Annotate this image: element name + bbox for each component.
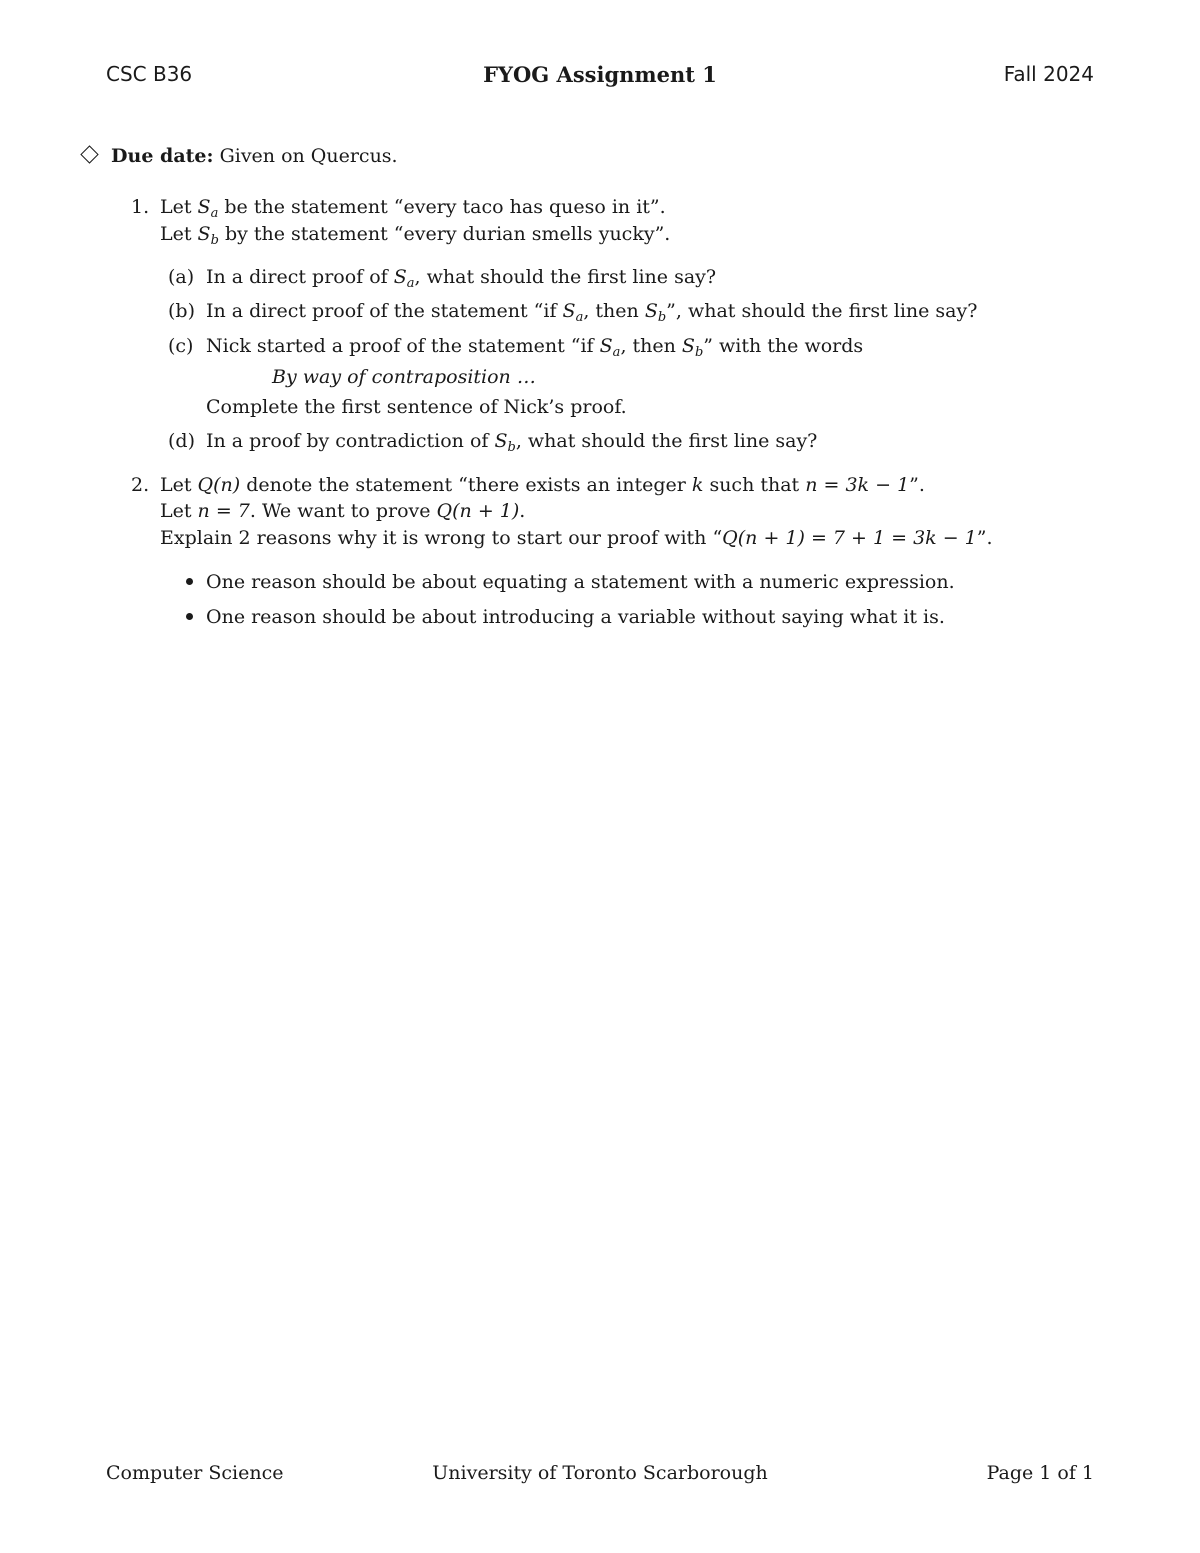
q1b-t2: , then xyxy=(583,300,645,322)
q1d-t1: In a proof by contradiction of xyxy=(206,430,495,452)
q1c-t2: , then xyxy=(620,335,682,357)
bullet-icon xyxy=(186,604,193,630)
q1-line-2 xyxy=(160,221,670,247)
q1d-text xyxy=(206,428,817,454)
q1a-t1: In a direct proof of xyxy=(206,266,394,288)
university: University of Toronto Scarborough xyxy=(432,1462,768,1484)
q2-line-1 xyxy=(160,472,925,498)
var-S: S xyxy=(562,300,576,322)
q2-bullet-2: One reason should be about introducing a variable without saying what it is. xyxy=(206,606,945,628)
q1b-t3: ”, what should the first line say? xyxy=(666,300,978,322)
var-S: S xyxy=(681,335,695,357)
subscript-a: a xyxy=(575,310,584,325)
subscript-a: a xyxy=(612,345,621,360)
department: Computer Science xyxy=(106,1462,284,1484)
term: Fall 2024 xyxy=(1003,62,1094,86)
q2-l2-c: . xyxy=(519,500,526,522)
q2-l2-b: . We want to prove xyxy=(249,500,437,522)
q1-number: 1. xyxy=(131,196,150,218)
q2-l1-b: denote the statement “there exists an integer xyxy=(240,474,692,496)
var-S: S xyxy=(197,223,211,245)
var-S: S xyxy=(393,266,407,288)
var-S: S xyxy=(599,335,613,357)
page-footer xyxy=(106,1462,1094,1488)
math-Qn1: Q(n + 1) xyxy=(436,500,520,522)
q1c-label: (c) xyxy=(168,335,194,357)
bullet-icon xyxy=(186,569,193,595)
subscript-a: a xyxy=(406,276,415,291)
q2-l1-a: Let xyxy=(160,474,198,496)
var-S: S xyxy=(644,300,658,322)
q1-l1-text: Let xyxy=(160,196,198,218)
q2-l1-c: such that xyxy=(703,474,806,496)
q1d-t2: , what should the first line say? xyxy=(515,430,818,452)
q1b-t1: In a direct proof of the statement “if xyxy=(206,300,563,322)
q1c-t3: ” with the words xyxy=(703,335,864,357)
q2-number: 2. xyxy=(131,474,150,496)
math-wrong-start: Q(n + 1) = 7 + 1 = 3k − 1 xyxy=(722,527,977,549)
q1c-complete: Complete the first sentence of Nick’s proof. xyxy=(206,396,627,418)
subscript-b: b xyxy=(694,345,704,360)
q2-l2-a: Let xyxy=(160,500,198,522)
q1c-text xyxy=(206,333,863,359)
q2-bullet-1: One reason should be about equating a statement with a numeric expression. xyxy=(206,571,955,593)
q1c-t1: Nick started a proof of the statement “if xyxy=(206,335,600,357)
math-Qn: Q(n) xyxy=(197,474,241,496)
page-number: Page 1 of 1 xyxy=(986,1462,1094,1484)
q1d-label: (d) xyxy=(168,430,195,452)
q1b-label: (b) xyxy=(168,300,195,322)
q1a-t2: , what should the first line say? xyxy=(414,266,717,288)
due-date-text: Given on Quercus. xyxy=(219,145,398,167)
diamond-icon xyxy=(80,145,98,163)
subscript-a: a xyxy=(210,206,219,221)
due-date-label: Due date: xyxy=(111,145,214,167)
course-code: CSC B36 xyxy=(106,62,193,86)
math-equation: n = 3k − 1 xyxy=(805,474,910,496)
subscript-b: b xyxy=(210,233,219,248)
var-S: S xyxy=(494,430,508,452)
subscript-b: b xyxy=(507,440,516,455)
q2-line-3 xyxy=(160,525,993,551)
q1c-quote: By way of contraposition … xyxy=(272,366,536,388)
q1-l2-text-2: by the statement “every durian smells yucky”. xyxy=(218,223,671,245)
math-n-eq-7: n = 7 xyxy=(197,500,250,522)
q2-line-2 xyxy=(160,498,525,524)
math-k: k xyxy=(691,474,704,496)
var-S: S xyxy=(197,196,211,218)
q1a-label: (a) xyxy=(168,266,195,288)
q2-l3-a: Explain 2 reasons why it is wrong to start our proof with “ xyxy=(160,527,723,549)
q1-l2-text: Let xyxy=(160,223,198,245)
q1-l1-text-2: be the statement “every taco has queso in it”. xyxy=(218,196,666,218)
q1a-text xyxy=(206,264,716,290)
q2-l3-b: ”. xyxy=(976,527,993,549)
q1-line-1 xyxy=(160,194,666,220)
page-header xyxy=(106,62,1094,88)
q2-l1-d: ”. xyxy=(909,474,925,496)
due-date-line xyxy=(80,143,398,169)
document-title: FYOG Assignment 1 xyxy=(483,62,717,87)
q1b-text xyxy=(206,298,977,324)
subscript-b: b xyxy=(657,310,667,325)
